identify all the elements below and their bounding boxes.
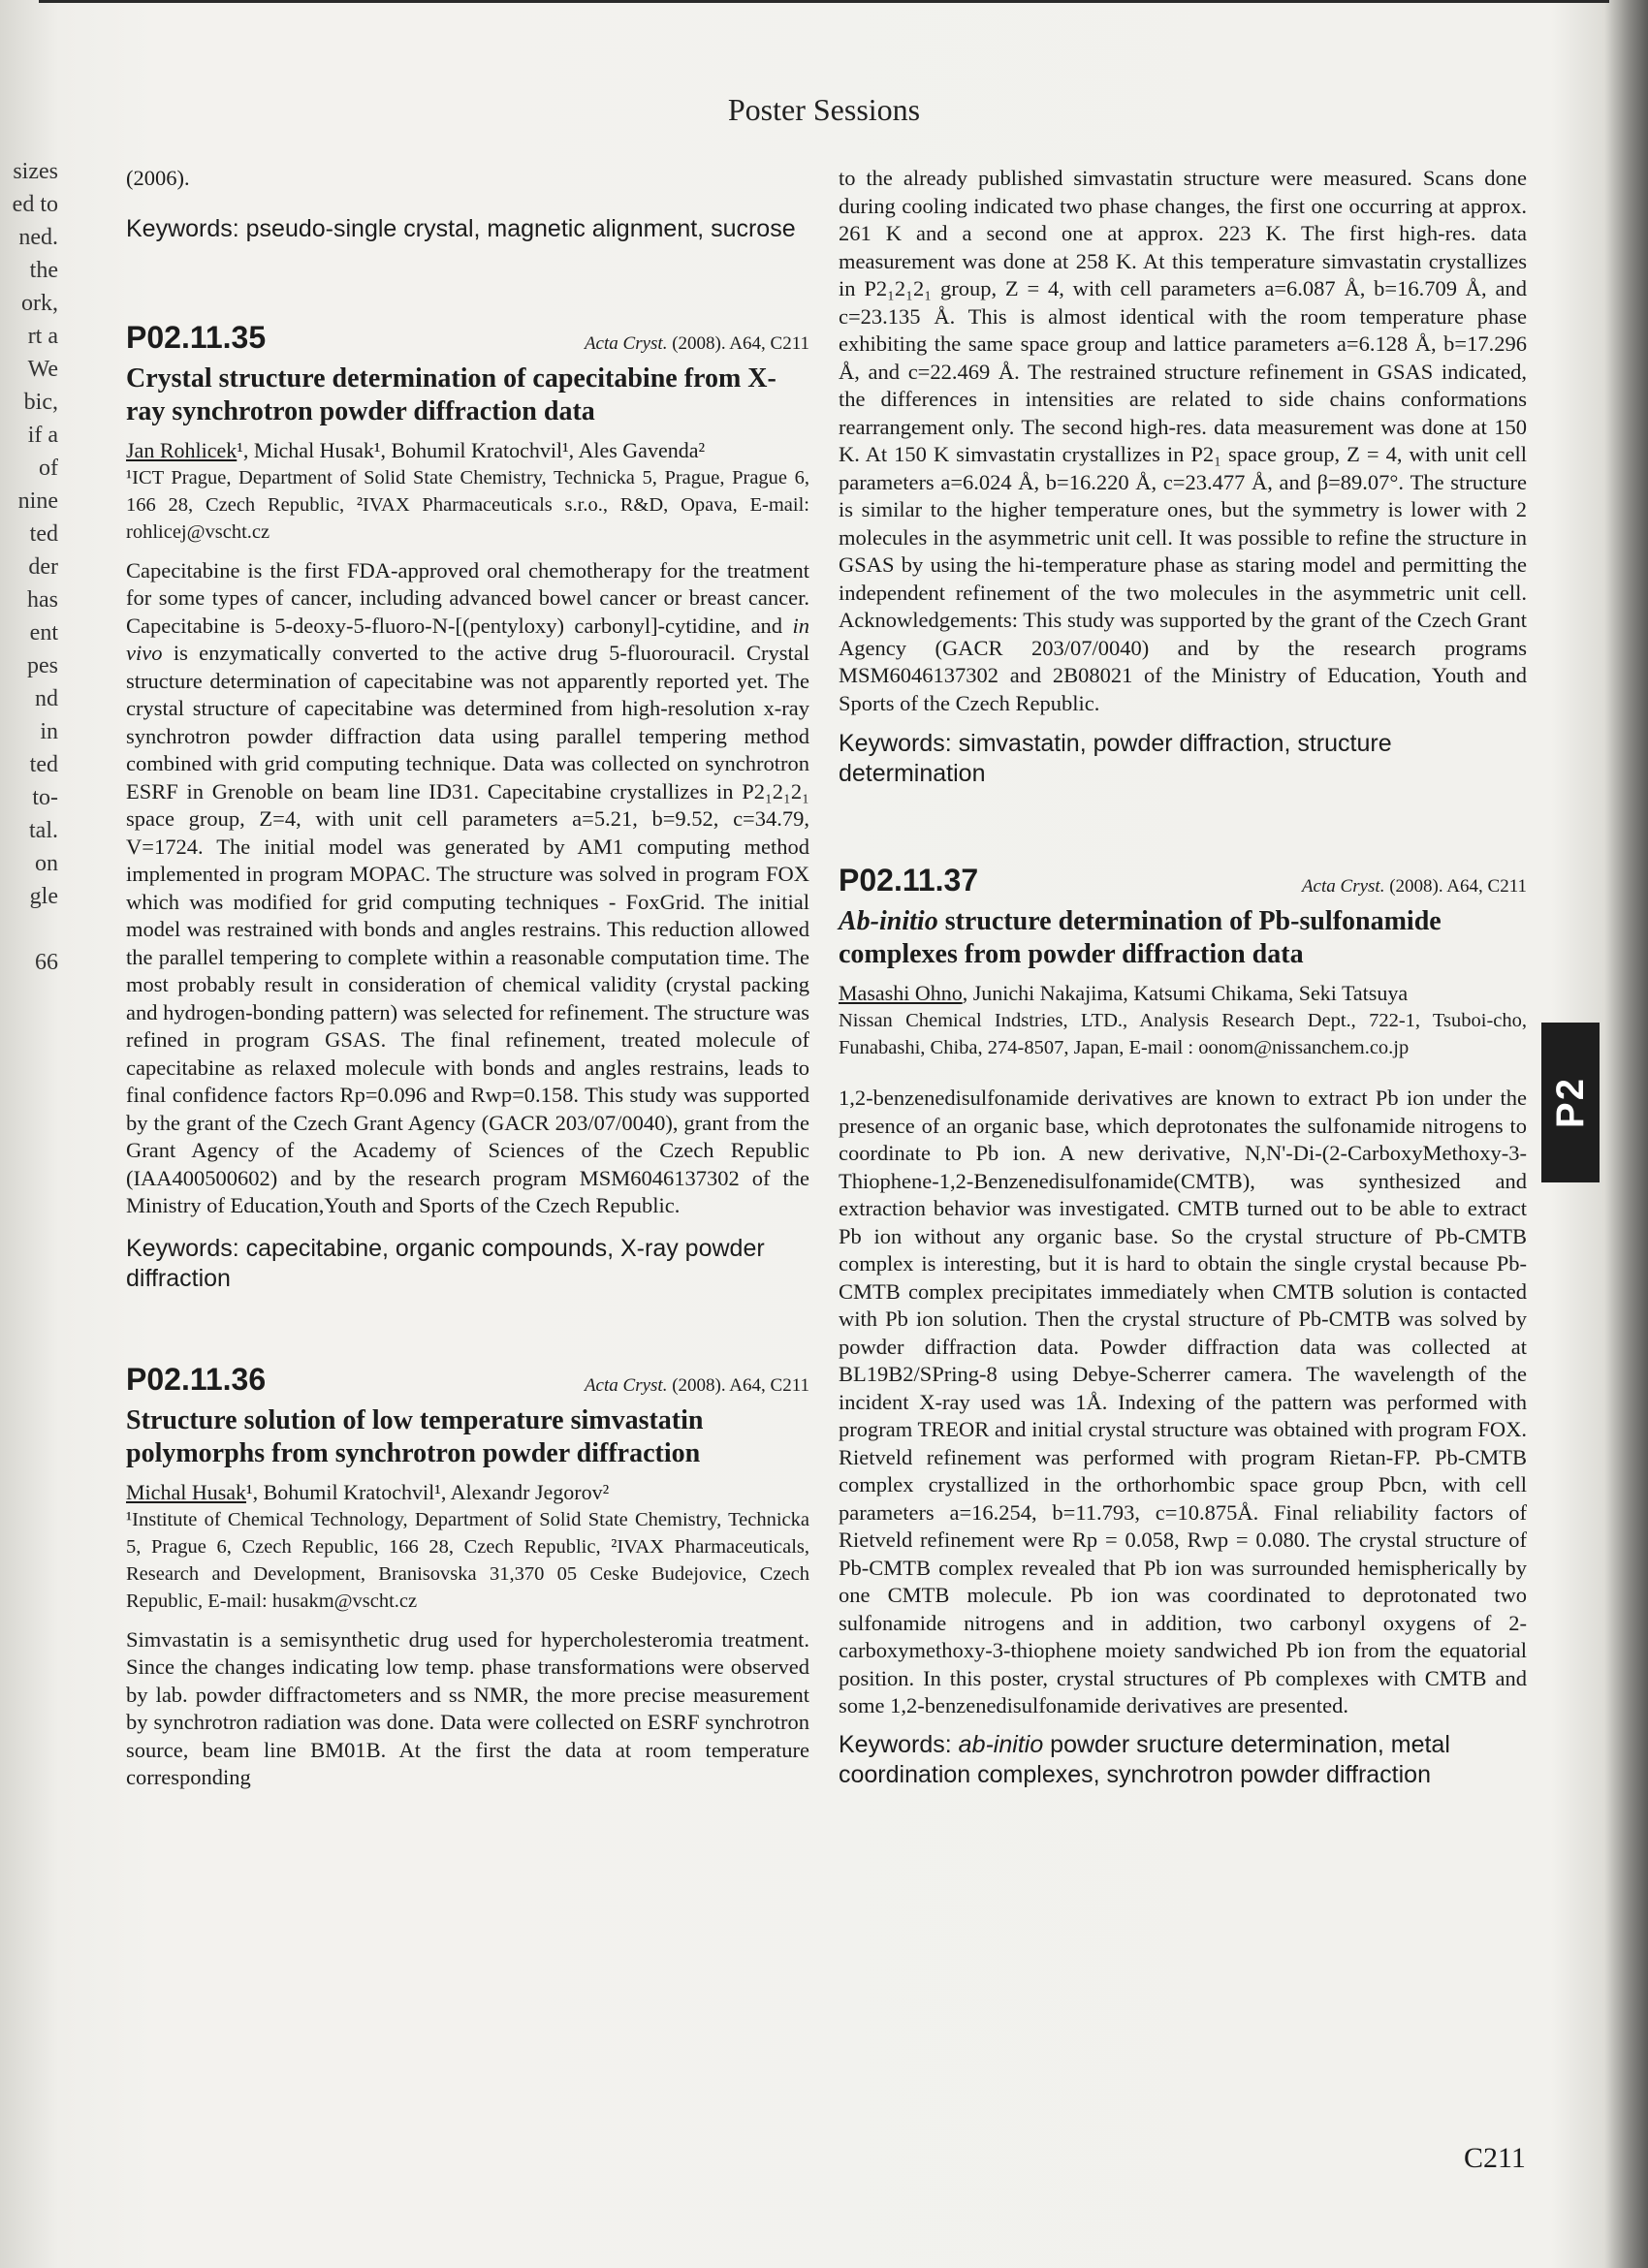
journal-reference: Acta Cryst. (2008). A64, C211 — [1301, 876, 1527, 897]
bleed-fragment: der — [28, 554, 58, 580]
abstract-title: Ab-initio structure determination of Pb-sulfonamide complexes from powder diffraction data — [839, 906, 1442, 969]
journal-reference: Acta Cryst. (2008). A64, C211 — [584, 1374, 809, 1396]
bleed-fragment: ted — [29, 521, 58, 547]
bleed-fragment: if a — [27, 423, 58, 448]
bleed-fragment: tal. — [29, 818, 58, 843]
abstract-keywords: Keywords: ab-initio powder sructure determination, metal coordination complexes, synchrotron powder diffraction — [839, 1730, 1450, 1788]
abstract-body: 1,2-benzenedisulfonamide derivatives are known to extract Pb ion under the presence of an organic base, which deprotonates the sulfonamide nitrogens to coordinate to Pb ion. A new derivative, N,N'-Di-(2-CarboxyMethoxy-3-Thiophene-1,2-Benzenedisulfonamide(CMTB), was synthesized and extraction behavior was investigated. CMTB turned out to be able to extract Pb ion without any organic base. So the crystal structure of Pb-CMTB complex is interesting, but it is hard to obtain the single crystal because Pb-CMTB complex precipitates immediately when CMTB solution is contacted with Pb ion solution. Then the crystal structure of Pb-CMTB was solved by powder diffraction data. Powder diffraction data was collected at BL19B2/SPring-8 using Debye-Scherrer camera. The wavelength of the incident X-ray used was 1Å. Indexing of the pattern was performed with program TREOR and initial crystal structure was obtained with program FOX. Rietveld refinement was performed with program Rietan-FP. Pb-CMTB complex crystallized in the orthorhombic space group Pbcn, with cell parameters a=16.254, b=11.793, c=10.875Å. Final reliability factors of Rietveld refinement were Rp = 0.058, Rwp = 0.080. The crystal structure of Pb-CMTB complex revealed that Pb ion was surrounded hemispherically by one CMTB molecule. Pb ion was coordinated to deprotonated two sulfonamide nitrogens and in addition, two carbonyl oxygens of 2-carboxymethoxy-3-thiophene moiety sandwiched Pb ion from the equatorial position. In this poster, crystal structures of Pb complexes with CMTB and some 1,2-benzenedisulfonamide derivatives are presented. — [839, 1086, 1527, 1717]
intro-keywords: Keywords: pseudo-single crystal, magnetic alignment, sucrose — [126, 214, 796, 242]
bleed-fragment: pes — [27, 653, 58, 678]
section-tab-label: P2 — [1548, 1077, 1592, 1128]
bleed-fragment: nd — [35, 686, 58, 711]
bleed-fragment: ed to — [12, 192, 58, 217]
bleed-fragment: the — [29, 258, 58, 283]
abstract-keywords: Keywords: simvastatin, powder diffraction, structure determination — [839, 730, 1392, 787]
abstract-body-continued: to the already published simvastatin structure were measured. Scans done during cooling indicated two phase changes, the first one occurring at approx. 261 K and a second one at approx. 223 K. The first high-res. data measurement was done at 258 K. At this temperature simvastatin crystallizes in P2₁2₁2₁ group, Z = 4, with cell parameters a=6.087 Å, b=16.709 Å, and c=23.135 Å. This is almost identical with the room temperature phase exhibiting the same space group and lattice parameters a=6.128 Å, b=17.296 Å, and c=22.469 Å. The restrained structure refinement in GSAS indicated, the differences in intensities are related to side chains conformations rearrangement only. The second high-res. data measurement was done at 150 K. At 150 K simvastatin crystallizes in P2₁ space group, Z = 4, with unit cell parameters a=6.024 Å, b=16.220 Å, c=23.477 Å, and β=89.07°. The structure is similar to the higher temperature ones, but the symmetry is lower with 2 molecules in the asymmetric unit cell. It was possible to refine the structure in GSAS by using the hi-temperature phase as staring model and permitting the independent refinement of the two molecules in the asymmetric unit cell. Acknowledgements: This study was supported by the grant of the Czech Grant Agency (GACR 203/07/0040) and by the research programs MSM6046137302 and 2B08021 of the Ministry of Education, Youth and Sports of the Czech Republic. — [839, 166, 1527, 715]
intro-reference: (2006). — [126, 166, 190, 190]
bleed-fragment: of — [39, 456, 58, 481]
bleed-fragment: 66 — [35, 950, 58, 975]
abstract-code: P02.11.36 — [126, 1361, 267, 1397]
abstract-body: Simvastatin is a semisynthetic drug used for hypercholesteromia treatment. Since the changes indicating low temp. phase transformations were observed by lab. powder diffractometers and ss NMR, the more precise measurement by synchrotron radiation was done. Data were collected on ESRF synchrotron source, beam line BM01B. At the first the data at room temperature corresponding — [126, 1626, 809, 1789]
left-column — [126, 165, 809, 1792]
running-header: Poster Sessions — [727, 92, 921, 127]
abstract-p02-11-36 — [126, 1362, 809, 1792]
bleed-fragment: nine — [17, 488, 58, 514]
bleed-fragment: gle — [29, 884, 58, 909]
abstract-title: Crystal structure determination of capecitabine from X-ray synchrotron powder diffraction data — [126, 362, 776, 426]
abstract-authors: Jan Rohlicek¹, Michal Husak¹, Bohumil Kratochvil¹, Ales Gavenda² — [126, 437, 706, 462]
bleed-fragment: rt a — [27, 324, 58, 349]
abstract-authors: Michal Husak¹, Bohumil Kratochvil¹, Alexandr Jegorov² — [126, 1479, 610, 1504]
bleed-fragment: bic, — [23, 390, 58, 415]
page-top-edge — [39, 0, 1609, 3]
previous-page-bleed — [0, 155, 58, 1299]
bleed-fragment: in — [40, 719, 58, 744]
bleed-fragment: to- — [32, 785, 58, 810]
bleed-fragment: We — [27, 357, 58, 382]
bleed-fragment: on — [35, 851, 58, 876]
abstract-title: Structure solution of low temperature simvastatin polymorphs from synchrotron powder diffraction — [126, 1404, 704, 1468]
page-number: C211 — [1464, 2142, 1526, 2174]
abstract-authors: Masashi Ohno, Junichi Nakajima, Katsumi Chikama, Seki Tatsuya — [839, 981, 1409, 1005]
abstract-affiliation: ¹ICT Prague, Department of Solid State Chemistry, Technicka 5, Prague, Prague 6, 166 28, Czech Republic, ²IVAX Pharmaceuticals s.r.o., R&D, Opava, E-mail: rohlicej@vscht.cz — [126, 466, 809, 543]
bleed-fragment: ent — [29, 620, 58, 646]
abstract-code: P02.11.37 — [839, 863, 979, 898]
abstract-keywords: Keywords: capecitabine, organic compounds, X-ray powder diffraction — [126, 1234, 765, 1292]
bleed-fragment — [0, 913, 58, 946]
section-tab — [1541, 1023, 1600, 1182]
bleed-fragment: ork, — [21, 291, 58, 316]
abstract-affiliation: ¹Institute of Chemical Technology, Department of Solid State Chemistry, Technicka 5, Prague 6, Czech Republic, 166 28, Czech Republic, ²IVAX Pharmaceuticals, Research and Development, Branisovska 31,370 05 Ceske Budejovice, Czech Republic, E-mail: husakm@vscht.cz — [126, 1508, 809, 1612]
journal-reference: Acta Cryst. (2008). A64, C211 — [584, 332, 809, 354]
abstract-body: Capecitabine is the first FDA-approved oral chemotherapy for the treatment for some types of cancer, including advanced bowel cancer or breast cancer. Capecitabine is 5-deoxy-5-fluoro-N-[(pentyloxy) carbonyl]-cytidine, and in vivo is enzymatically converted to the active drug 5-fluorouracil. Crystal structure determination of capecitabine was not apparently reported yet. The crystal structure of capecitabine was determined from high-resolution x-ray synchrotron powder diffraction data using parallel tempering method combined with grid computing technique. Data was collected on synchrotron ESRF in Grenoble on beam line ID31. Capecitabine crystallizes in P2₁2₁2₁ space group, Z=4, with unit cell parameters a=5.21, b=9.52, c=34.79, V=1724. The initial model was generated by AM1 computing method implemented in program MOPAC. The structure was solved in program FOX which was modified for grid computing techniques - FoxGrid. The initial model was restrained with bonds and angles restrains. This reduction allowed the parallel tempering to complete within a reasonable computation time. The most probably result in consideration of chemical validity (crystal packing and hydrogen-bonding pattern) was selected for refinement. The structure was refined in program GSAS. The final refinement, treated molecule of capecitabine as relaxed molecule with bonds and angles restrains, leads to final confidence factors Rp=0.096 and Rwp=0.158. This study was supported by the grant of the Czech Grant Agency (GACR 203/07/0040), grant from the Grant Agency of the Academy of Sciences of the Czech Republic (IAA400500602) and by the research program MSM6046137302 of the Ministry of Education,Youth and Sports of the Czech Republic. — [126, 557, 809, 1217]
bleed-fragment: has — [27, 587, 58, 613]
abstract-p02-11-37 — [839, 863, 1527, 1790]
bleed-fragment: sizes — [13, 159, 58, 184]
right-column — [839, 165, 1527, 1790]
abstract-code: P02.11.35 — [126, 319, 267, 355]
bleed-fragment: ted — [29, 752, 58, 777]
abstract-affiliation: Nissan Chemical Indstries, LTD., Analysis Research Dept., 722-1, Tsuboi-cho, Funabashi, Chiba, 274-8507, Japan, E-mail : oonom@nissanchem.co.jp — [839, 1010, 1527, 1058]
bleed-fragment: ned. — [18, 225, 58, 250]
abstract-p02-11-35 — [126, 320, 809, 1294]
